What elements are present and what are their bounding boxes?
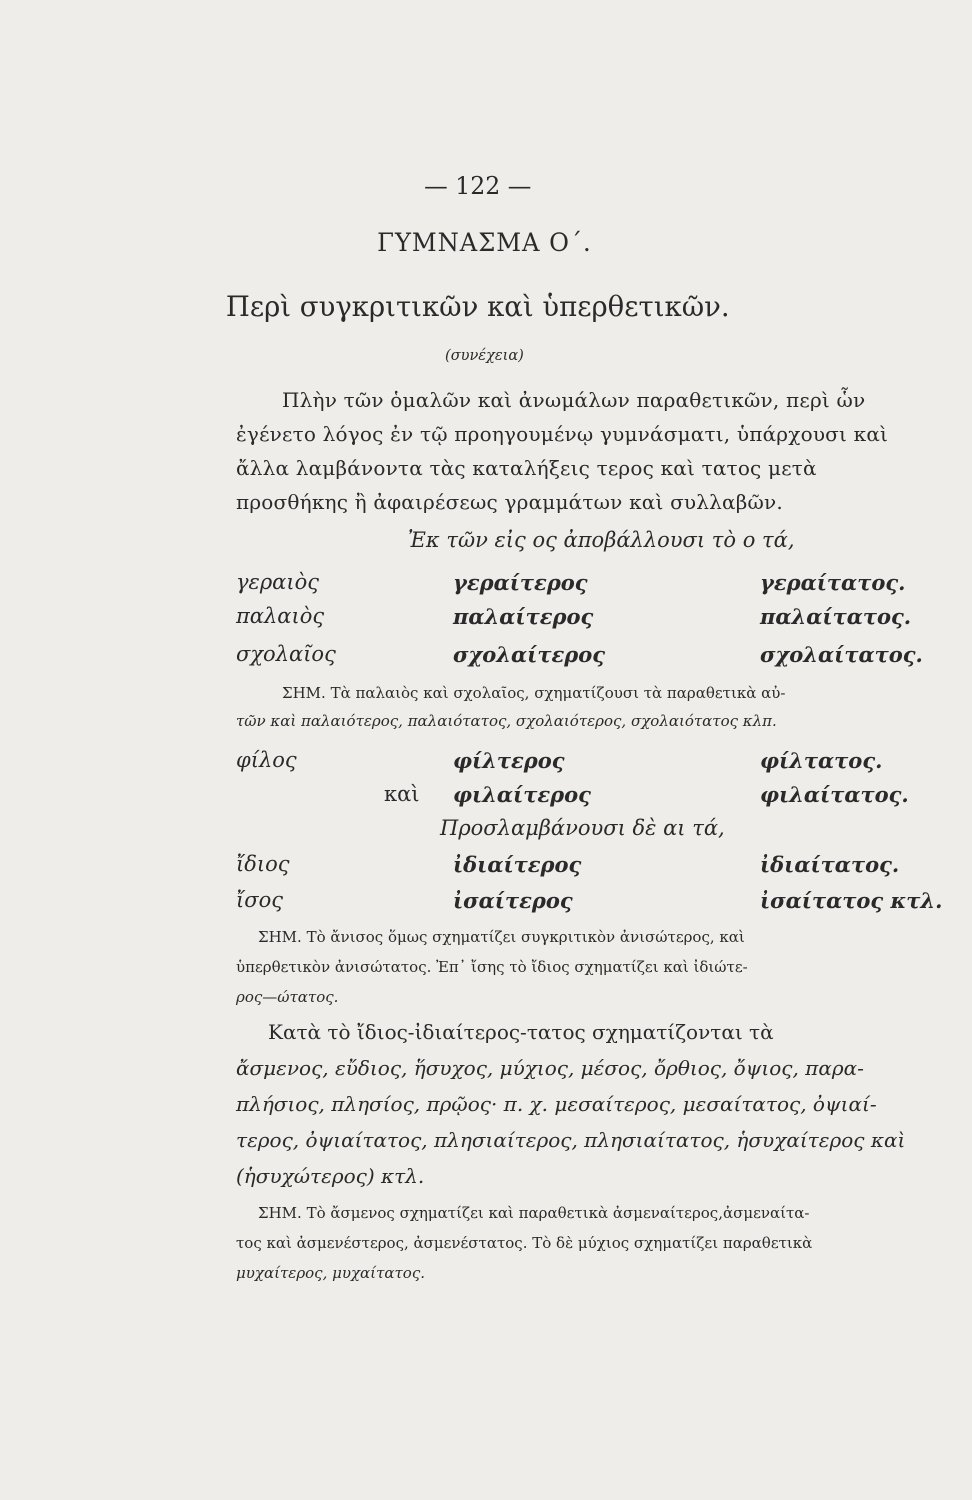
continuation-note: (συνέχεια)	[445, 346, 524, 364]
note-line: μυχαίτερος, μυχαίτατος.	[236, 1264, 425, 1282]
note-line: ΣΗΜ. Τὸ ἄνισος ὅμως σχηματίζει συγκριτικὸν ἀνισώτερος, καὶ	[258, 928, 745, 946]
note-line: ΣΗΜ. Τὰ παλαιὸς καὶ σχολαῖος, σχηματίζουσι τὰ παραθετικὰ αὐ-	[282, 684, 786, 702]
subtitle: Περὶ συγκριτικῶν καὶ ὑπερθετικῶν.	[225, 290, 730, 323]
superlative-form: ἰδιαίτατος.	[760, 852, 900, 877]
comparative-form: φιλαίτερος	[453, 782, 591, 807]
body-line: πλήσιος, πλησίος, πρῷος· π. χ. μεσαίτερος, μεσαίτατος, ὀψιαί-	[236, 1092, 877, 1116]
superlative-form: ἰσαίτατος κτλ.	[760, 888, 943, 913]
body-line: Κατὰ τὸ ἴδιος-ἰδιαίτερος-τατος σχηματίζονται τὰ	[268, 1020, 774, 1044]
comparative-form: γεραίτερος	[453, 570, 588, 595]
rule-line: Προσλαμβάνουσι δὲ αι τά,	[440, 816, 725, 840]
rule-line: Ἐκ τῶν εἰς ος ἀποβάλλουσι τὸ ο τά,	[408, 528, 795, 552]
intro-line: Πλὴν τῶν ὁμαλῶν καὶ ἀνωμάλων παραθετικῶν, περὶ ὧν	[282, 388, 866, 412]
positive-form: γεραιὸς	[236, 570, 319, 594]
superlative-form: φίλτατος.	[760, 748, 883, 773]
note-line: ὑπερθετικὸν ἀνισώτατος. Ἐπ᾽ ἴσης τὸ ἴδιος σχηματίζει καὶ ἰδιώτε-	[236, 958, 748, 976]
superlative-form: φιλαίτατος.	[760, 782, 909, 807]
positive-form: ἴσος	[236, 888, 283, 912]
body-line: τερος, ὀψιαίτατος, πλησιαίτερος, πλησιαίτατος, ἡσυχαίτερος καὶ	[236, 1128, 906, 1152]
comparative-form: ἰσαίτερος	[453, 888, 573, 913]
superlative-form: γεραίτατος.	[760, 570, 906, 595]
note-line: τος καὶ ἀσμενέστερος, ἀσμενέστατος. Τὸ δὲ μύχιος σχηματίζει παραθετικὰ	[236, 1234, 813, 1252]
note-line: ΣΗΜ. Τὸ ἄσμενος σχηματίζει καὶ παραθετικὰ ἀσμεναίτερος,ἀσμεναίτα-	[258, 1204, 810, 1222]
positive-form: σχολαῖος	[236, 642, 336, 666]
positive-form: ἴδιος	[236, 852, 290, 876]
body-line: ἄσμενος, εὔδιος, ἥσυχος, μύχιος, μέσος, ὄρθιος, ὄψιος, παρα-	[236, 1056, 864, 1080]
comparative-form: παλαίτερος	[453, 604, 594, 629]
conjunction: καὶ	[384, 782, 420, 806]
superlative-form: παλαίτατος.	[760, 604, 912, 629]
positive-form: φίλος	[236, 748, 297, 772]
exercise-title: ΓΥΜΝΑΣΜΑ Ο΄.	[377, 228, 592, 257]
body-line: (ἡσυχώτερος) κτλ.	[236, 1164, 425, 1188]
page-number: — 122 —	[424, 172, 532, 200]
comparative-form: σχολαίτερος	[453, 642, 606, 667]
note-line: ρος—ώτατος.	[236, 988, 339, 1006]
comparative-form: φίλτερος	[453, 748, 565, 773]
intro-line: ἐγένετο λόγος ἐν τῷ προηγουμένῳ γυμνάσματι, ὑπάρχουσι καὶ	[236, 422, 889, 446]
comparative-form: ἰδιαίτερος	[453, 852, 582, 877]
intro-line: ἄλλα λαμβάνοντα τὰς καταλήξεις τερος καὶ τατος μετὰ	[236, 456, 817, 480]
superlative-form: σχολαίτατος.	[760, 642, 923, 667]
intro-line: προσθήκης ἢ ἀφαιρέσεως γραμμάτων καὶ συλλαβῶν.	[236, 490, 783, 514]
positive-form: παλαιὸς	[236, 604, 325, 628]
note-line: τῶν καὶ παλαιότερος, παλαιότατος, σχολαιότερος, σχολαιότατος κλπ.	[236, 712, 777, 730]
